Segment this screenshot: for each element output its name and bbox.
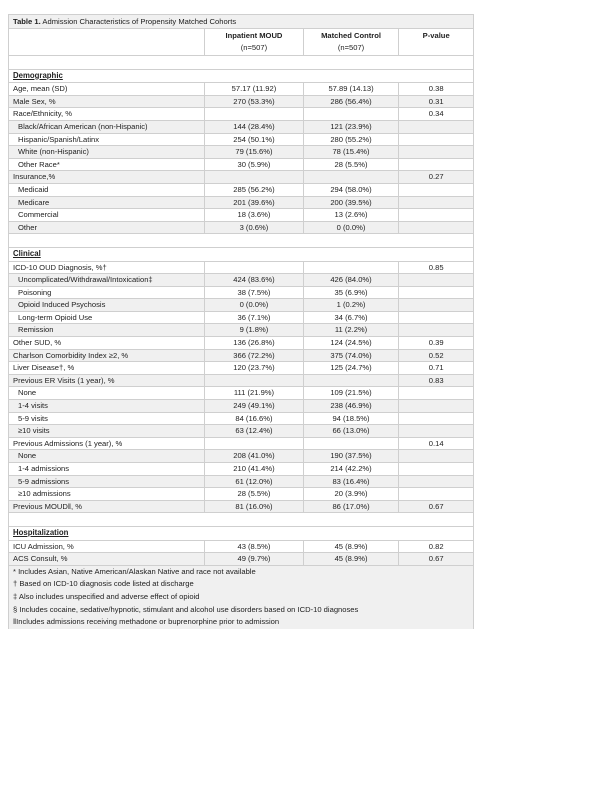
inpatient-moud-value: 3 (0.6%) bbox=[205, 222, 304, 234]
header-p-value-title: P-value bbox=[422, 31, 450, 40]
table-row bbox=[9, 299, 473, 312]
matched-control-value: 13 (2.6%) bbox=[304, 209, 400, 221]
matched-control-value: 214 (42.2%) bbox=[304, 463, 400, 475]
p-value bbox=[399, 450, 473, 462]
inpatient-moud-value: 63 (12.4%) bbox=[205, 425, 304, 437]
inpatient-moud-value: 81 (16.0%) bbox=[205, 501, 304, 513]
footnote: § Includes cocaine, sedative/hypnotic, stimulant and alcohol use disorders based on ICD-10 diagnoses bbox=[9, 604, 473, 617]
inpatient-moud-value bbox=[205, 438, 304, 450]
p-value: 0.52 bbox=[428, 350, 444, 360]
table-row bbox=[9, 362, 473, 375]
p-value bbox=[399, 287, 473, 299]
table-row bbox=[9, 476, 473, 489]
inpatient-moud-value: 366 (72.2%) bbox=[205, 350, 304, 362]
p-value: 0.71 bbox=[428, 363, 444, 373]
row-label: Previous MOUD‖, % bbox=[9, 501, 205, 513]
p-value bbox=[399, 400, 473, 412]
p-value bbox=[399, 488, 473, 500]
p-value bbox=[399, 274, 473, 286]
matched-control-value: 0 (0.0%) bbox=[304, 222, 400, 234]
row-label: Hispanic/Spanish/Latinx bbox=[9, 134, 205, 146]
row-label: ACS Consult, % bbox=[9, 553, 205, 565]
table-row bbox=[9, 121, 473, 134]
header-matched-control bbox=[304, 29, 400, 55]
table-row bbox=[9, 96, 473, 109]
table-row bbox=[9, 262, 473, 275]
footnote: ‖Includes admissions receiving methadone or buprenorphine prior to admission bbox=[9, 616, 473, 629]
table-row bbox=[9, 375, 473, 388]
row-label: Race/Ethnicity, % bbox=[9, 108, 205, 120]
section-title: Hospitalization bbox=[9, 527, 473, 541]
table-row bbox=[9, 184, 473, 197]
matched-control-value: 426 (84.0%) bbox=[304, 274, 400, 286]
p-value bbox=[399, 312, 473, 324]
matched-control-value: 34 (6.7%) bbox=[304, 312, 400, 324]
matched-control-value: 286 (56.4%) bbox=[304, 96, 400, 108]
matched-control-value: 11 (2.2%) bbox=[304, 324, 400, 336]
table-body bbox=[9, 56, 473, 566]
inpatient-moud-value: 30 (5.9%) bbox=[205, 159, 304, 171]
inpatient-moud-value: 270 (53.3%) bbox=[205, 96, 304, 108]
p-value: 0.39 bbox=[428, 338, 444, 348]
p-value: 0.34 bbox=[428, 109, 444, 119]
row-label: Opioid Induced Psychosis bbox=[9, 299, 205, 311]
table-row bbox=[9, 83, 473, 96]
inpatient-moud-value: 43 (8.5%) bbox=[205, 541, 304, 553]
p-value: 0.85 bbox=[428, 262, 444, 272]
row-label: ≥10 admissions bbox=[9, 488, 205, 500]
table-row bbox=[9, 134, 473, 147]
row-label: 1-4 admissions bbox=[9, 463, 205, 475]
p-value bbox=[399, 159, 473, 171]
row-label: Liver Disease†, % bbox=[9, 362, 205, 374]
table-row bbox=[9, 209, 473, 222]
row-label: None bbox=[9, 387, 205, 399]
table-row bbox=[9, 553, 473, 566]
table-row bbox=[9, 274, 473, 287]
inpatient-moud-value: 61 (12.0%) bbox=[205, 476, 304, 488]
table-title bbox=[9, 15, 473, 29]
header-matched-control-title: Matched Control bbox=[321, 31, 381, 40]
header-label-cell bbox=[9, 29, 205, 55]
table-row bbox=[9, 108, 473, 121]
row-label: 5-9 visits bbox=[9, 413, 205, 425]
row-label: Commercial bbox=[9, 209, 205, 221]
row-label: Male Sex, % bbox=[9, 96, 205, 108]
inpatient-moud-value bbox=[205, 262, 304, 274]
inpatient-moud-value: 9 (1.8%) bbox=[205, 324, 304, 336]
table-row bbox=[9, 413, 473, 426]
inpatient-moud-value: 424 (83.6%) bbox=[205, 274, 304, 286]
footnote: † Based on ICD-10 diagnosis code listed at discharge bbox=[9, 578, 473, 591]
table-row bbox=[9, 197, 473, 210]
p-value bbox=[399, 476, 473, 488]
inpatient-moud-value: 84 (16.6%) bbox=[205, 413, 304, 425]
inpatient-moud-value bbox=[205, 375, 304, 387]
p-value bbox=[399, 197, 473, 209]
matched-control-value bbox=[304, 108, 400, 120]
inpatient-moud-value: 57.17 (11.92) bbox=[205, 83, 304, 95]
table-title-text: Admission Characteristics of Propensity Matched Cohorts bbox=[42, 17, 237, 26]
p-value: 0.67 bbox=[428, 554, 444, 564]
p-value: 0.31 bbox=[428, 96, 444, 106]
table-row bbox=[9, 337, 473, 350]
inpatient-moud-value: 79 (15.6%) bbox=[205, 146, 304, 158]
row-label: Other bbox=[9, 222, 205, 234]
inpatient-moud-value: 36 (7.1%) bbox=[205, 312, 304, 324]
inpatient-moud-value: 28 (5.5%) bbox=[205, 488, 304, 500]
inpatient-moud-value: 254 (50.1%) bbox=[205, 134, 304, 146]
p-value bbox=[399, 121, 473, 133]
p-value bbox=[399, 413, 473, 425]
inpatient-moud-value: 210 (41.4%) bbox=[205, 463, 304, 475]
table-row bbox=[9, 488, 473, 501]
p-value bbox=[399, 463, 473, 475]
row-label: ≥10 visits bbox=[9, 425, 205, 437]
p-value bbox=[399, 299, 473, 311]
row-label: Remission bbox=[9, 324, 205, 336]
table-row bbox=[9, 146, 473, 159]
p-value bbox=[399, 387, 473, 399]
p-value: 0.38 bbox=[428, 84, 444, 94]
table-row bbox=[9, 171, 473, 184]
matched-control-value: 125 (24.7%) bbox=[304, 362, 400, 374]
matched-control-value: 66 (13.0%) bbox=[304, 425, 400, 437]
row-label: Medicaid bbox=[9, 184, 205, 196]
matched-control-value: 1 (0.2%) bbox=[304, 299, 400, 311]
matched-control-value: 280 (55.2%) bbox=[304, 134, 400, 146]
p-value: 0.82 bbox=[428, 541, 444, 551]
table-title-label: Table 1. bbox=[13, 17, 41, 26]
matched-control-value: 28 (5.5%) bbox=[304, 159, 400, 171]
row-label: Poisoning bbox=[9, 287, 205, 299]
matched-control-value: 200 (39.5%) bbox=[304, 197, 400, 209]
matched-control-value: 20 (3.9%) bbox=[304, 488, 400, 500]
matched-control-value: 190 (37.5%) bbox=[304, 450, 400, 462]
inpatient-moud-value: 201 (39.6%) bbox=[205, 197, 304, 209]
p-value bbox=[399, 146, 473, 158]
row-label: Other Race* bbox=[9, 159, 205, 171]
inpatient-moud-value bbox=[205, 108, 304, 120]
inpatient-moud-value bbox=[205, 171, 304, 183]
row-label: Medicare bbox=[9, 197, 205, 209]
inpatient-moud-value: 49 (9.7%) bbox=[205, 553, 304, 565]
section-title: Demographic bbox=[9, 70, 473, 84]
p-value bbox=[399, 425, 473, 437]
header-inpatient-moud bbox=[205, 29, 304, 55]
footnote: * Includes Asian, Native American/Alaskan Native and race not available bbox=[9, 566, 473, 579]
row-label: Previous ER Visits (1 year), % bbox=[9, 375, 205, 387]
table-row bbox=[9, 287, 473, 300]
matched-control-value bbox=[304, 171, 400, 183]
inpatient-moud-value: 0 (0.0%) bbox=[205, 299, 304, 311]
characteristics-table bbox=[8, 14, 474, 629]
p-value: 0.83 bbox=[428, 375, 444, 385]
row-label: Uncomplicated/Withdrawal/Intoxication‡ bbox=[9, 274, 205, 286]
inpatient-moud-value: 18 (3.6%) bbox=[205, 209, 304, 221]
inpatient-moud-value: 120 (23.7%) bbox=[205, 362, 304, 374]
p-value: 0.67 bbox=[428, 501, 444, 511]
row-label: Insurance,% bbox=[9, 171, 205, 183]
row-label: ICD-10 OUD Diagnosis, %† bbox=[9, 262, 205, 274]
header-matched-control-n: (n=507) bbox=[337, 43, 365, 52]
p-value bbox=[399, 184, 473, 196]
p-value bbox=[399, 222, 473, 234]
table-header bbox=[9, 29, 473, 56]
table-row bbox=[9, 350, 473, 363]
footnotes bbox=[9, 566, 473, 629]
table-row bbox=[9, 463, 473, 476]
row-label: None bbox=[9, 450, 205, 462]
inpatient-moud-value: 38 (7.5%) bbox=[205, 287, 304, 299]
row-label: ICU Admission, % bbox=[9, 541, 205, 553]
matched-control-value: 94 (18.5%) bbox=[304, 413, 400, 425]
row-label: 1-4 visits bbox=[9, 400, 205, 412]
matched-control-value: 45 (8.9%) bbox=[304, 553, 400, 565]
spacer-row bbox=[9, 234, 473, 248]
inpatient-moud-value: 136 (26.8%) bbox=[205, 337, 304, 349]
header-p-value bbox=[399, 29, 473, 55]
row-label: Long-term Opioid Use bbox=[9, 312, 205, 324]
row-label: 5-9 admissions bbox=[9, 476, 205, 488]
matched-control-value: 83 (16.4%) bbox=[304, 476, 400, 488]
p-value bbox=[399, 209, 473, 221]
p-value bbox=[399, 134, 473, 146]
table-row bbox=[9, 450, 473, 463]
table-row bbox=[9, 541, 473, 554]
matched-control-value: 78 (15.4%) bbox=[304, 146, 400, 158]
inpatient-moud-value: 249 (49.1%) bbox=[205, 400, 304, 412]
p-value: 0.27 bbox=[428, 172, 444, 182]
p-value: 0.14 bbox=[428, 438, 444, 448]
matched-control-value: 86 (17.0%) bbox=[304, 501, 400, 513]
table-row bbox=[9, 324, 473, 337]
matched-control-value: 57.89 (14.13) bbox=[304, 83, 400, 95]
matched-control-value bbox=[304, 438, 400, 450]
matched-control-value: 109 (21.5%) bbox=[304, 387, 400, 399]
inpatient-moud-value: 285 (56.2%) bbox=[205, 184, 304, 196]
table-row bbox=[9, 400, 473, 413]
row-label: Charlson Comorbidity Index ≥2, % bbox=[9, 350, 205, 362]
table-row bbox=[9, 222, 473, 235]
inpatient-moud-value: 111 (21.9%) bbox=[205, 387, 304, 399]
spacer-row bbox=[9, 56, 473, 70]
matched-control-value: 294 (58.0%) bbox=[304, 184, 400, 196]
table-row bbox=[9, 425, 473, 438]
p-value bbox=[399, 324, 473, 336]
inpatient-moud-value: 144 (28.4%) bbox=[205, 121, 304, 133]
row-label: Black/African American (non-Hispanic) bbox=[9, 121, 205, 133]
matched-control-value bbox=[304, 375, 400, 387]
row-label: Other SUD, % bbox=[9, 337, 205, 349]
table-row bbox=[9, 438, 473, 451]
row-label: White (non-Hispanic) bbox=[9, 146, 205, 158]
table-row bbox=[9, 159, 473, 172]
matched-control-value: 45 (8.9%) bbox=[304, 541, 400, 553]
spacer-row bbox=[9, 513, 473, 527]
row-label: Previous Admissions (1 year), % bbox=[9, 438, 205, 450]
matched-control-value: 124 (24.5%) bbox=[304, 337, 400, 349]
footnote: ‡ Also includes unspecified and adverse effect of opioid bbox=[9, 591, 473, 604]
matched-control-value: 121 (23.9%) bbox=[304, 121, 400, 133]
table-row bbox=[9, 312, 473, 325]
row-label: Age, mean (SD) bbox=[9, 83, 205, 95]
matched-control-value: 35 (6.9%) bbox=[304, 287, 400, 299]
table-row bbox=[9, 501, 473, 514]
table-row bbox=[9, 387, 473, 400]
section-title: Clinical bbox=[9, 248, 473, 262]
inpatient-moud-value: 208 (41.0%) bbox=[205, 450, 304, 462]
matched-control-value bbox=[304, 262, 400, 274]
matched-control-value: 238 (46.9%) bbox=[304, 400, 400, 412]
matched-control-value: 375 (74.0%) bbox=[304, 350, 400, 362]
header-inpatient-moud-title: Inpatient MOUD bbox=[225, 31, 283, 40]
header-inpatient-moud-n: (n=507) bbox=[240, 43, 268, 52]
